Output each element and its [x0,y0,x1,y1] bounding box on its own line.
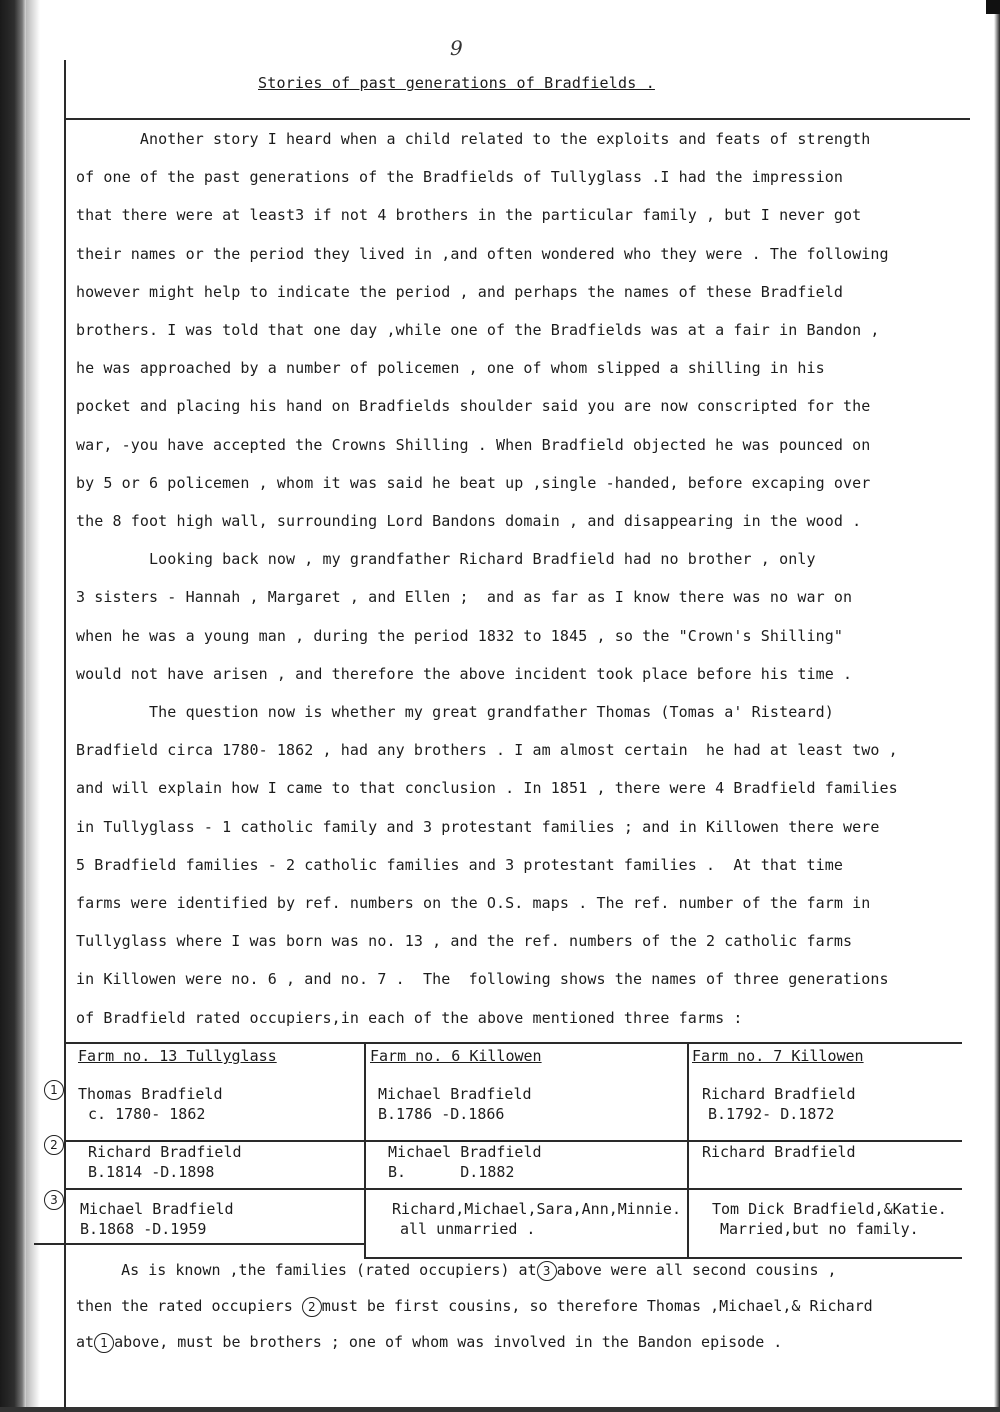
table-column-rule [687,1043,689,1257]
table-cell: Richard Bradfield [702,1143,856,1161]
body-text-line: farms were identified by ref. numbers on the O.S. maps . The ref. number of the farm in [76,894,871,912]
body-text-line: and will explain how I came to that conclusion . In 1851 , there were 4 Bradfield families [76,779,898,798]
row-marker-3: 3 [44,1190,64,1210]
table-top-rule [66,1042,962,1044]
body-text-line: The question now is whether my great grandfather Thomas (Tomas a' Risteard) [76,703,834,721]
body-text-line: that there were at least3 if not 4 brothers in the particular family , but I never got [76,206,862,225]
body-text-line: of one of the past generations of the Bradfields of Tullyglass .I had the impression [76,168,843,187]
body-text-line: Tullyglass where I was born was no. 13 , and the ref. numbers of the 2 catholic farms [76,932,853,951]
scan-edge-left [0,0,26,1412]
circled-number-1: 1 [94,1333,114,1353]
scan-edge-shadow [26,0,40,1412]
body-text-line: in Killowen were no. 6 , and no. 7 . The following shows the names of three generations [76,970,889,989]
table-row-rule [66,1188,962,1190]
body-text-line: of Bradfield rated occupiers,in each of the above mentioned three farms : [76,1008,743,1027]
body-text-line: Looking back now , my grandfather Richard Bradfield had no brother , only [76,550,816,569]
table-cell: Richard,Michael,Sara,Ann,Minnie. all unmarried . [392,1200,681,1238]
body-text-line: war, -you have accepted the Crowns Shilling . When Bradfield objected he was pounced on [76,435,871,454]
body-text-line: would not have arisen , and therefore the above incident took place before his time . [76,664,853,683]
table-column-rule [364,1043,366,1257]
body-text-line: Another story I heard when a child related to the exploits and feats of strength [76,130,871,148]
body-text-line: 5 Bradfield families - 2 catholic families and 3 protestant families . At that time [76,855,843,874]
closing-line-2: then the rated occupiers 2 must be first cousins, so therefore Thomas ,Michael,& Richard [76,1297,873,1315]
body-text-line: he was approached by a number of policemen , one of whom slipped a shilling in his [76,359,825,378]
column-header-farm-6: Farm no. 6 Killowen [370,1047,542,1065]
page-title: Stories of past generations of Bradfields . [258,74,655,92]
table-cell: Richard Bradfield B.1814 -D.1898 [88,1143,242,1181]
circled-number-2: 2 [302,1297,322,1317]
scan-edge-right [994,0,1000,1412]
table-bottom-rule [364,1257,962,1259]
row-marker-1: 1 [44,1080,64,1100]
table-cell: Richard Bradfield B.1792- D.1872 [702,1085,856,1123]
table-cell: Michael Bradfield B.1786 -D.1866 [378,1085,532,1123]
header-rule [66,118,970,120]
table-cell: Thomas Bradfield c. 1780- 1862 [78,1085,223,1123]
body-text-line: the 8 foot high wall, surrounding Lord Bandons domain , and disappearing in the wood . [76,512,862,530]
table-cell: Tom Dick Bradfield,&Katie. Married,but no family. [712,1200,947,1238]
closing-line-1: As is known ,the families (rated occupiers) at 3 above were all second cousins , [76,1261,837,1279]
table-bottom-rule [34,1243,364,1245]
body-text-line: their names or the period they lived in ,and often wondered who they were . The following [76,244,889,263]
margin-rule [64,60,66,1410]
scan-edge-bottom [0,1407,1000,1412]
body-text-line: when he was a young man , during the period 1832 to 1845 , so the "Crown's Shilling" [76,626,843,645]
page-number: 9 [450,36,463,60]
table-cell: Michael Bradfield B. D.1882 [388,1143,542,1181]
body-text-line: pocket and placing his hand on Bradfields shoulder said you are now conscripted for the [76,397,871,416]
body-text-line: by 5 or 6 policemen , whom it was said he beat up ,single -handed, before excaping over [76,473,871,492]
table-cell: Michael Bradfield B.1868 -D.1959 [80,1200,234,1238]
row-marker-2: 2 [44,1135,64,1155]
column-header-farm-7: Farm no. 7 Killowen [692,1047,864,1065]
body-text-line: 3 sisters - Hannah , Margaret , and Ellen ; and as far as I know there was no war on [76,588,853,607]
body-text-line: brothers. I was told that one day ,while one of the Bradfields was at a fair in Bandon , [76,321,880,339]
column-header-farm-13: Farm no. 13 Tullyglass [78,1047,277,1065]
body-text-line: in Tullyglass - 1 catholic family and 3 protestant families ; and in Killowen there were [76,817,880,836]
closing-line-3: at 1 above, must be brothers ; one of whom was involved in the Bandon episode . [76,1333,783,1351]
body-text-line: Bradfield circa 1780- 1862 , had any brothers . I am almost certain he had at least two , [76,741,898,760]
body-text-line: however might help to indicate the period , and perhaps the names of these Bradfield [76,282,843,301]
scan-corner [986,0,1000,14]
circled-number-3: 3 [537,1261,557,1281]
